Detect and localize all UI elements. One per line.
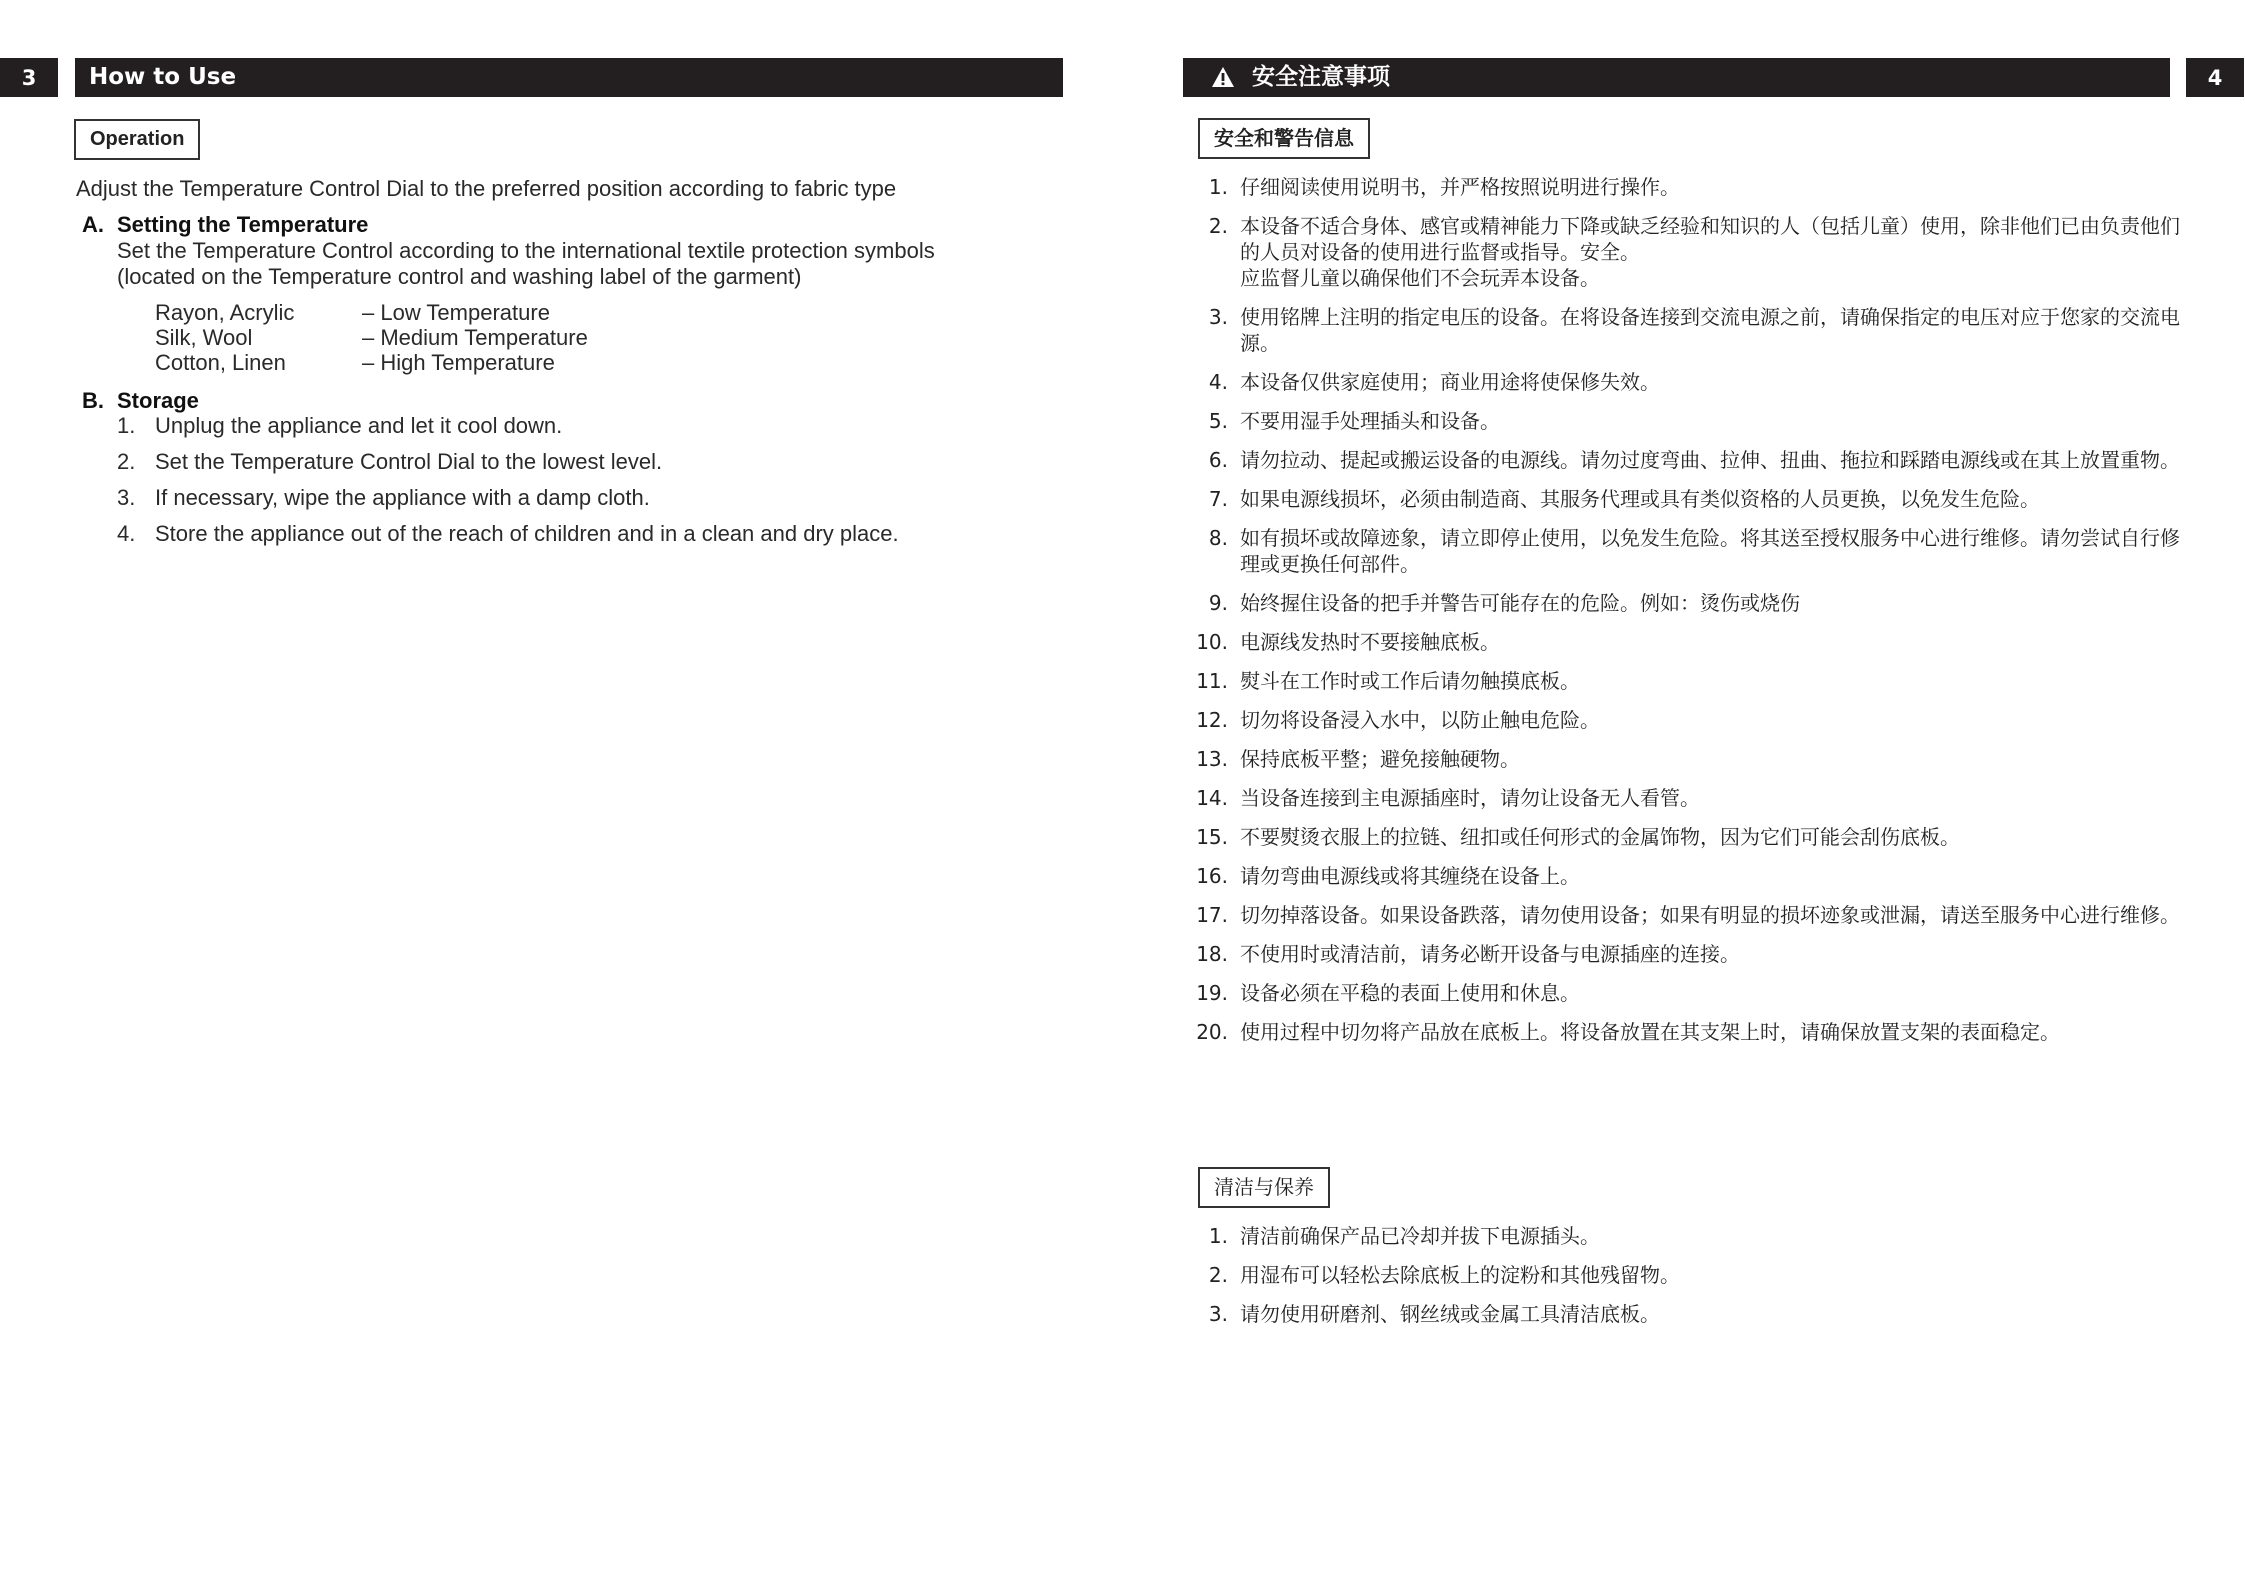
safety-item-text: 不要用湿手处理插头和设备。 <box>1240 409 1500 433</box>
cleaning-item-text: 请勿使用研磨剂、钢丝绒或金属工具清洁底板。 <box>1240 1302 1660 1326</box>
fabric-name: Rayon, Acrylic <box>155 300 295 325</box>
safety-item-number: 1. <box>1208 175 1228 199</box>
safety-item <box>1190 707 2190 733</box>
safety-item-text: 如有损坏或故障迹象，请立即停止使用，以免发生危险。将其送至授权服务中心进行维修。请勿尝试自行修理或更换任何部件。 <box>1240 526 2180 576</box>
storage-item-text: If necessary, wipe the appliance with a damp cloth. <box>155 485 650 510</box>
safety-item <box>1190 980 2190 1006</box>
safety-list <box>1190 174 2190 1058</box>
safety-item-number: 11. <box>1196 669 1228 693</box>
safety-item <box>1190 408 2190 434</box>
safety-item-text: 电源线发热时不要接触底板。 <box>1240 630 1500 654</box>
section-b-title: Storage <box>117 388 199 413</box>
safety-item-text: 不使用时或清洁前，请务必断开设备与电源插座的连接。 <box>1240 942 1740 966</box>
safety-item <box>1190 824 2190 850</box>
safety-item-number: 18. <box>1196 942 1228 966</box>
safety-item-text: 本设备仅供家庭使用；商业用途将使保修失效。 <box>1240 370 1660 394</box>
storage-item-text: Store the appliance out of the reach of children and in a clean and dry place. <box>155 521 899 546</box>
safety-item-number: 19. <box>1196 981 1228 1005</box>
safety-item-number: 2. <box>1208 214 1228 238</box>
cleaning-item <box>1190 1262 2190 1288</box>
storage-item-text: Unplug the appliance and let it cool down. <box>155 413 563 438</box>
fabric-name: Cotton, Linen <box>155 350 286 375</box>
safety-item <box>1190 447 2190 473</box>
safety-item-text: 请勿拉动、提起或搬运设备的电源线。请勿过度弯曲、拉伸、扭曲、拖拉和踩踏电源线或在其上放置重物。 <box>1240 448 2180 472</box>
safety-item-number: 6. <box>1208 448 1228 472</box>
warning-triangle-icon <box>1211 66 1235 88</box>
safety-item <box>1190 863 2190 889</box>
page-number-right: 4 <box>2186 58 2244 97</box>
safety-item-text: 如果电源线损坏，必须由制造商、其服务代理或具有类似资格的人员更换，以免发生危险。 <box>1240 487 2040 511</box>
safety-item-text: 请勿弯曲电源线或将其缠绕在设备上。 <box>1240 864 1580 888</box>
safety-item-text: 使用过程中切勿将产品放在底板上。将设备放置在其支架上时，请确保放置支架的表面稳定。 <box>1240 1020 2060 1044</box>
safety-item <box>1190 902 2190 928</box>
safety-item-text: 设备必须在平稳的表面上使用和休息。 <box>1240 981 1580 1005</box>
section-a-line-2: (located on the Temperature control and washing label of the garment) <box>117 264 802 289</box>
safety-item <box>1190 213 2190 291</box>
safety-item <box>1190 941 2190 967</box>
cleaning-item-text: 用湿布可以轻松去除底板上的淀粉和其他残留物。 <box>1240 1263 1680 1287</box>
section-a-marker: A. <box>82 212 104 237</box>
storage-item-number: 2. <box>117 449 136 474</box>
cleaning-item-text: 清洁前确保产品已冷却并拔下电源插头。 <box>1240 1224 1600 1248</box>
safety-item-number: 9. <box>1208 591 1228 615</box>
fabric-setting: – Medium Temperature <box>362 325 588 350</box>
cleaning-item <box>1190 1223 2190 1249</box>
safety-item <box>1190 668 2190 694</box>
safety-item <box>1190 746 2190 772</box>
fabric-setting: – Low Temperature <box>362 300 550 325</box>
safety-item-number: 13. <box>1196 747 1228 771</box>
section-b-marker: B. <box>82 388 104 413</box>
safety-item-number: 17. <box>1196 903 1228 927</box>
safety-item-text: 本设备不适合身体、感官或精神能力下降或缺乏经验和知识的人（包括儿童）使用，除非他们已由负责他们的人员对设备的使用进行监督或指导。安全。 应监督儿童以确保他们不会玩弄本设备。 <box>1240 214 2180 290</box>
safety-item-number: 10. <box>1196 630 1228 654</box>
safety-item-number: 4. <box>1208 370 1228 394</box>
fabric-name: Silk, Wool <box>155 325 253 350</box>
safety-item-number: 8. <box>1208 526 1228 550</box>
page-number-left: 3 <box>0 58 58 97</box>
storage-item-number: 1. <box>117 413 136 438</box>
safety-item-text: 仔细阅读使用说明书，并严格按照说明进行操作。 <box>1240 175 1680 199</box>
safety-item-number: 20. <box>1196 1020 1228 1044</box>
safety-item <box>1190 486 2190 512</box>
cleaning-item <box>1190 1301 2190 1327</box>
cleaning-item-number: 3. <box>1208 1302 1228 1326</box>
safety-item-number: 15. <box>1196 825 1228 849</box>
safety-item-number: 3. <box>1208 305 1228 329</box>
safety-item <box>1190 629 2190 655</box>
header-bar-right <box>1183 58 2170 97</box>
safety-item <box>1190 1019 2190 1045</box>
fabric-setting: – High Temperature <box>362 350 555 375</box>
cleaning-heading: 清洁与保养 <box>1198 1167 1330 1208</box>
cleaning-item-number: 1. <box>1208 1224 1228 1248</box>
safety-item-text: 保持底板平整；避免接触硬物。 <box>1240 747 1520 771</box>
section-a-title: Setting the Temperature <box>117 212 369 237</box>
safety-heading: 安全和警告信息 <box>1198 118 1370 159</box>
safety-item <box>1190 590 2190 616</box>
safety-item-text: 切勿掉落设备。如果设备跌落，请勿使用设备；如果有明显的损坏迹象或泄漏，请送至服务中心进行维修。 <box>1240 903 2180 927</box>
safety-item-text: 切勿将设备浸入水中，以防止触电危险。 <box>1240 708 1600 732</box>
cleaning-list <box>1190 1223 2190 1340</box>
safety-item <box>1190 369 2190 395</box>
safety-item-number: 7. <box>1208 487 1228 511</box>
safety-item-number: 5. <box>1208 409 1228 433</box>
storage-item-number: 4. <box>117 521 136 546</box>
header-title-left: How to Use <box>89 64 237 90</box>
safety-item-number: 12. <box>1196 708 1228 732</box>
storage-item-text: Set the Temperature Control Dial to the lowest level. <box>155 449 663 474</box>
section-a-line-1: Set the Temperature Control according to the international textile protection symbols <box>117 238 935 263</box>
safety-item-text: 始终握住设备的把手并警告可能存在的危险。例如：烫伤或烧伤 <box>1240 591 1800 615</box>
safety-item-number: 16. <box>1196 864 1228 888</box>
safety-item <box>1190 174 2190 200</box>
safety-item-text: 使用铭牌上注明的指定电压的设备。在将设备连接到交流电源之前，请确保指定的电压对应于您家的交流电源。 <box>1240 305 2180 355</box>
safety-item <box>1190 785 2190 811</box>
header-title-right: 安全注意事项 <box>1252 64 1390 90</box>
storage-item-number: 3. <box>117 485 136 510</box>
safety-item <box>1190 525 2190 577</box>
safety-item <box>1190 304 2190 356</box>
cleaning-item-number: 2. <box>1208 1263 1228 1287</box>
intro-text: Adjust the Temperature Control Dial to the preferred position according to fabric type <box>76 176 897 201</box>
header-bar-left <box>75 58 1063 97</box>
operation-heading: Operation <box>74 119 200 160</box>
safety-item-text: 当设备连接到主电源插座时，请勿让设备无人看管。 <box>1240 786 1700 810</box>
safety-item-number: 14. <box>1196 786 1228 810</box>
safety-item-text: 不要熨烫衣服上的拉链、纽扣或任何形式的金属饰物，因为它们可能会刮伤底板。 <box>1240 825 1960 849</box>
safety-item-text: 熨斗在工作时或工作后请勿触摸底板。 <box>1240 669 1580 693</box>
